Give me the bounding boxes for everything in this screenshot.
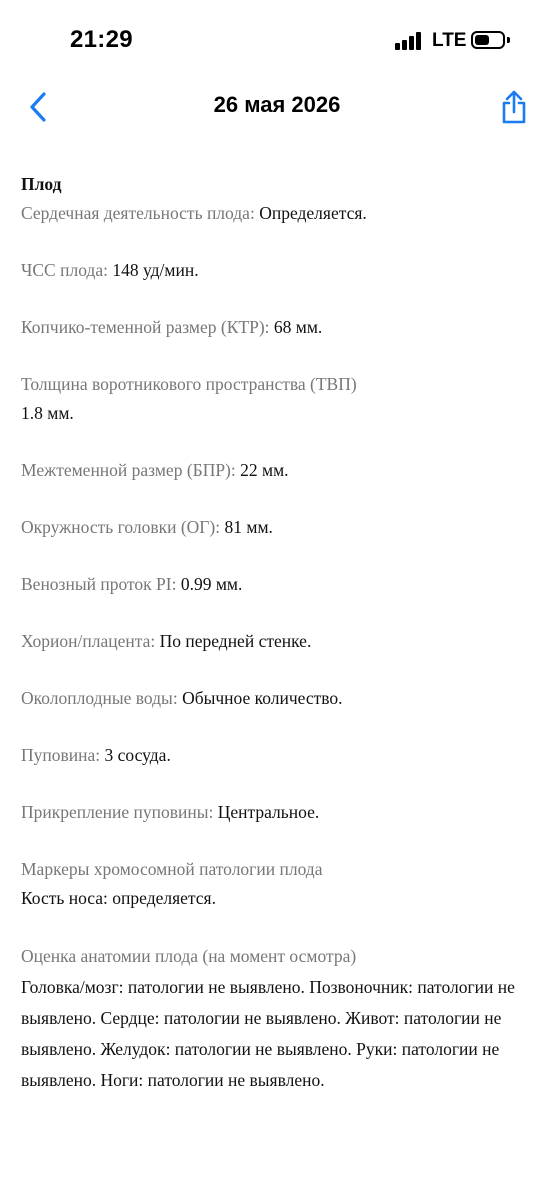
share-button[interactable] — [498, 88, 530, 126]
share-icon — [498, 88, 530, 126]
status-bar — [0, 0, 554, 80]
report-row — [21, 456, 531, 485]
row-value: Обычное количество. — [182, 688, 343, 708]
page-title: 26 мая 2026 — [213, 92, 341, 117]
row-value: 68 мм. — [273, 317, 323, 337]
row-value: 81 мм. — [224, 517, 273, 537]
report-row — [21, 627, 531, 656]
row-value: Определяется. — [259, 203, 367, 223]
row-value: 148 уд/мин. — [112, 260, 199, 280]
row-value: По передней стенке. — [159, 631, 312, 651]
report-row — [21, 256, 531, 285]
row-label: Венозный проток PI: — [21, 574, 181, 594]
battery-fill — [475, 35, 489, 45]
row-label: Маркеры хромосомной патологии плода — [21, 859, 323, 879]
battery-tip — [507, 37, 510, 43]
row-label: ЧСС плода: — [21, 260, 113, 280]
battery-icon — [471, 31, 505, 49]
row-value: 3 сосуда. — [104, 745, 171, 765]
network-type: LTE — [432, 30, 467, 51]
row-value: 22 мм. — [240, 460, 289, 480]
row-value: 0.99 мм. — [180, 574, 243, 594]
row-value: Кость носа: определяется. — [21, 888, 216, 908]
report-row — [21, 199, 531, 228]
row-value: Центральное. — [217, 802, 320, 822]
row-label: Хорион/плацента: — [21, 631, 160, 651]
signal-strength-icon — [395, 32, 425, 50]
report-row — [21, 313, 531, 342]
report-row — [21, 513, 531, 542]
row-label: Сердечная деятельность плода: — [21, 203, 260, 223]
report-row — [21, 370, 531, 428]
row-label: Прикрепление пуповины: — [21, 802, 218, 822]
row-label: Пуповина: — [21, 745, 105, 765]
row-label: Окружность головки (ОГ): — [21, 517, 225, 537]
report-row — [21, 684, 531, 713]
row-label: Толщина воротникового пространства (ТВП) — [21, 374, 357, 394]
row-label: Межтеменной размер (БПР): — [21, 460, 241, 480]
row-label: Оценка анатомии плода (на момент осмотра) — [21, 946, 357, 966]
row-label: Околоплодные воды: — [21, 688, 183, 708]
section-title: Плод — [21, 174, 62, 194]
nav-bar — [0, 80, 554, 136]
row-value: 1.8 мм. — [21, 403, 74, 423]
report-content — [21, 170, 531, 1124]
report-row — [21, 941, 531, 1096]
report-row — [21, 855, 531, 913]
report-row — [21, 798, 531, 827]
row-value: Головка/мозг: патологии не выявлено. Позвоночник: патологии не выявлено. Сердце: патологии не выявлено. Живот: патологии не выявлено. Желудок: патологии не выявлено. Руки: патологии не выявлено. Ноги: патологии не выявлено. — [21, 977, 515, 1090]
report-row — [21, 741, 531, 770]
row-label: Копчико-теменной размер (КТР): — [21, 317, 274, 337]
status-time: 21:29 — [70, 26, 133, 53]
report-row — [21, 570, 531, 599]
